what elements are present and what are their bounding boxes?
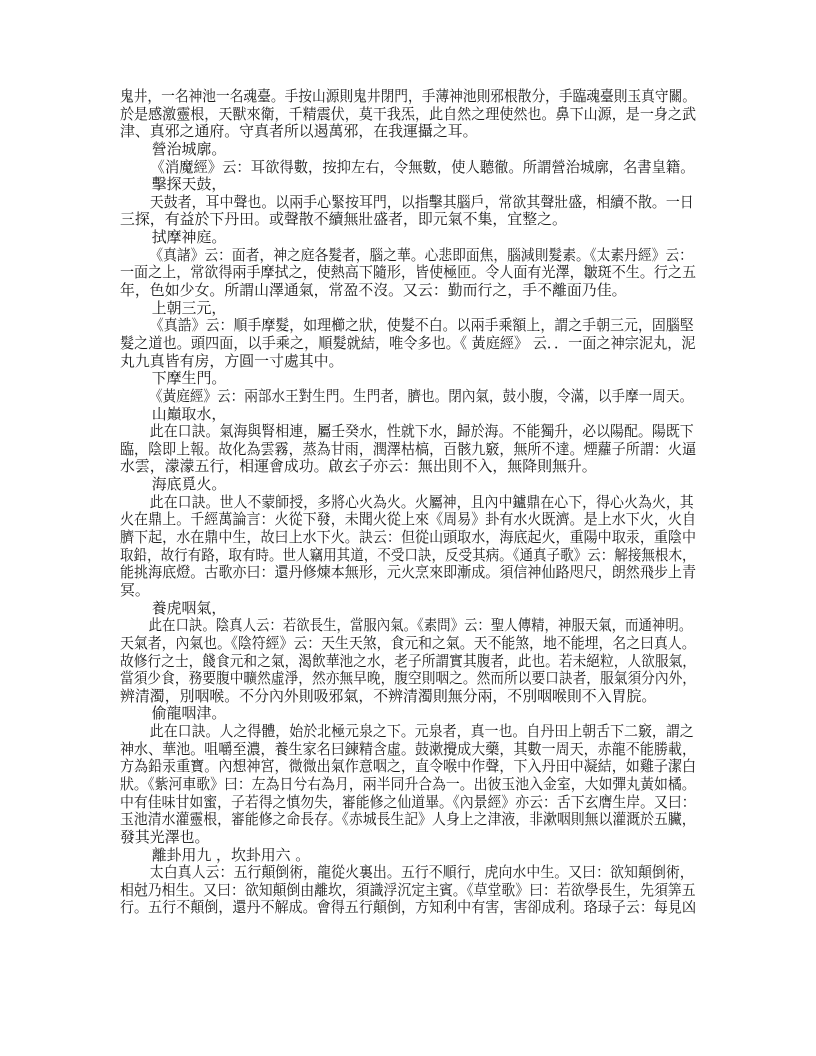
text-line: 狀。《紫河車歌》曰：左為日兮右為月，兩半同升合為一。出彼玉池入金室，大如彈丸黃如橘。 [120,774,696,793]
text-line: 臨，陰即上報。故化為雲霧，蒸為甘雨，潤澤枯槁，百骸九竅，無所不達。煙蘿子所謂：火逼 [120,439,697,458]
paragraph-start-line: 養虎咽氣， [151,598,227,617]
paragraph-start-line: 此在口訣。世人不蒙師授，多將心火為火。火屬神，且內中鑪鼎在心下，得心火為火，其 [149,492,694,511]
text-line: 一面之上，常欲得兩手摩拭之，使熱高下隨形，皆使極匝。令人面有光澤，皺斑不生。行之五 [120,263,697,282]
text-line: 中有佳味甘如蜜，子若得之慎勿失，審能修之仙道畢。《內景經》亦云：舌下玄膺生岸。又曰： [120,792,696,811]
paragraph-start-line: 此在口訣。氣海與腎相連，屬壬癸水，性就下水，歸於海。不能獨升，必以陽配。陽既下 [149,422,694,441]
paragraph-start-line: 太白真人云：五行顛倒術，龍從火裏出。五行不順行，虎向水中生。又曰：欲知顛倒術， [149,863,694,882]
text-line: 津、真邪之通府。守真者所以遏萬邪，在我運攝之耳。 [120,122,478,141]
text-line: 臍下起，水在鼎中生，故曰上水下火。訣云：但從山頭取水，海底起火，重陽中取汞，重陰中 [120,528,697,547]
text-line: 水雲，濛濛五行，相運會成功。啟玄子亦云：無出則不入，無降則無升。 [120,457,597,476]
text-line: 神水、華池。咀嚼至濃，養生家名曰鍊精含虛。鼓漱攪成大藥，其數一周天，赤龍不能勝載， [120,739,697,758]
paragraph-start-line: 營治城廓。 [151,139,227,158]
paragraph-start-line: 海底覓火。 [151,475,227,494]
text-line: 玉池清水灌靈根，審能修之命長存。《赤城長生記》人身上之津液，非漱咽則無以灌溉於五臟， [120,810,696,829]
paragraph-start-line: 此在口訣。人之得體，始於北極元泉之下。元泉者，真一也。自丹田上朝舌下二竅，謂之 [149,722,694,741]
paragraph-start-line: 拭摩神庭。 [151,228,227,247]
paragraph-start-line: 此在口訣。陰真人云：若欲長生，當服內氣。《素問》云：聖人傳精，神服天氣，而通神明。 [148,616,693,635]
text-line: 火在鼎上。千經萬論言：火從下發，未聞火從上來《周易》卦有水火既濟。是上水下火，火自 [120,510,697,529]
text-line: 能挑海底燈。古歌亦曰：還丹修煉本無形，元火烹來即漸成。須信神仙路咫尺，朗然飛步上青 [120,563,697,582]
text-line: 冥。 [120,580,150,599]
text-line: 方為鉛汞重寶。內想神宮，微微出氣作意咽之，直令喉中作聲，下入丹田中凝結，如雞子潔白 [120,757,697,776]
paragraph-start-line: 《真誥》云：順手摩髮，如理櫛之狀，使髮不白。以兩手乘額上，謂之手朝三元，固腦堅 [149,316,694,335]
paragraph-start-line: 天鼓者，耳中聲也。以兩手心緊按耳門，以指擊其腦戶，常欲其聲壯盛，相續不散。一日 [149,192,694,211]
paragraph-start-line: 上朝三元， [151,298,227,317]
text-line: 年，色如少女。所謂山澤通氣，常盈不沒。又云：勤而行之，手不離面乃佳。 [120,281,627,300]
text-line: 取鉛，故行有路，取有時。世人竊用其道，不受口訣，反受其病。《通真子歌》云：解接無根木， [120,545,696,564]
paragraph-start-line: 山巔取水， [151,404,227,423]
text-line: 鬼井，一名神池一名魂臺。手按山源則鬼井閉門，手薄神池則邪根散分，手臨魂臺則玉真守關。 [120,87,697,105]
paragraph-start-line: 離卦用九 ，坎卦用六 。 [151,845,311,864]
paragraph-start-line: 偷龍咽津。 [151,704,227,723]
text-line: 當須少食，務要腹中曠然虛淨，然亦無早晚，腹空則咽之。然而所以要口訣者，服氣須分內外， [120,669,697,688]
paragraph-start-line: 擊探天鼓， [151,175,227,194]
text-line: 相尅乃相生。又曰：欲知顛倒由離坎，須識浮沉定主賓。《草堂歌》曰：若欲學長生，先須筭五 [120,880,696,899]
paragraph-start-line: 《真諸》云：面者，神之庭各髮者，腦之華。心悲即面焦，腦減則髮素。《太素丹經》云： [149,245,693,264]
paragraph-start-line: 下摩生門。 [151,369,227,388]
text-line: 丸九真皆有房，方圓一寸處其中。 [120,351,344,370]
text-line: 天氣者，內氣也。《陰符經》云：天生天煞，食元和之氣。天不能煞，地不能埋，名之曰真人。 [120,633,696,652]
text-line: 三探，有益於下丹田。或聲散不續無壯盛者，即元氣不集，宜整之。 [120,210,567,229]
text-line: 行。五行不顛倒，還丹不解成。會得五行顛倒，方知利中有害，害卻成利。珞琭子云：每見凶 [120,898,697,917]
text-line: 髮之道也。頭四面，以手乘之，順髮就結，唯令多也。《 黃庭經》 云．．一面之神宗泥丸，泥 [120,333,696,352]
document-page [120,88,700,917]
text-line: 發其光澤也。 [120,827,210,846]
text-line: 辨清濁，別咽喉。不分內外則吸邪氣，不辨清濁則無分兩，不別咽喉則不入胃脘。 [120,686,657,705]
text-line: 於是感激靈根，天獸來衛，千精震伏，莫干我炁，此自然之理使然也。鼻下山源，是一身之武 [120,104,697,123]
paragraph-start-line: 《消魔經》云：耳欲得數，按抑左右，令無數，使人聽徹。所謂營治城廓，名書皇籍。 [150,157,695,176]
paragraph-start-line: 《黃庭經》云：兩部水王對生門。生門者，臍也。閉內氣，鼓小腹，令滿，以手摩一周天。 [149,386,694,405]
text-line: 故修行之士，餞食元和之氣，渴飲華池之水，老子所謂實其腹者，此也。若未絕粒，人欲服氣， [120,651,697,670]
